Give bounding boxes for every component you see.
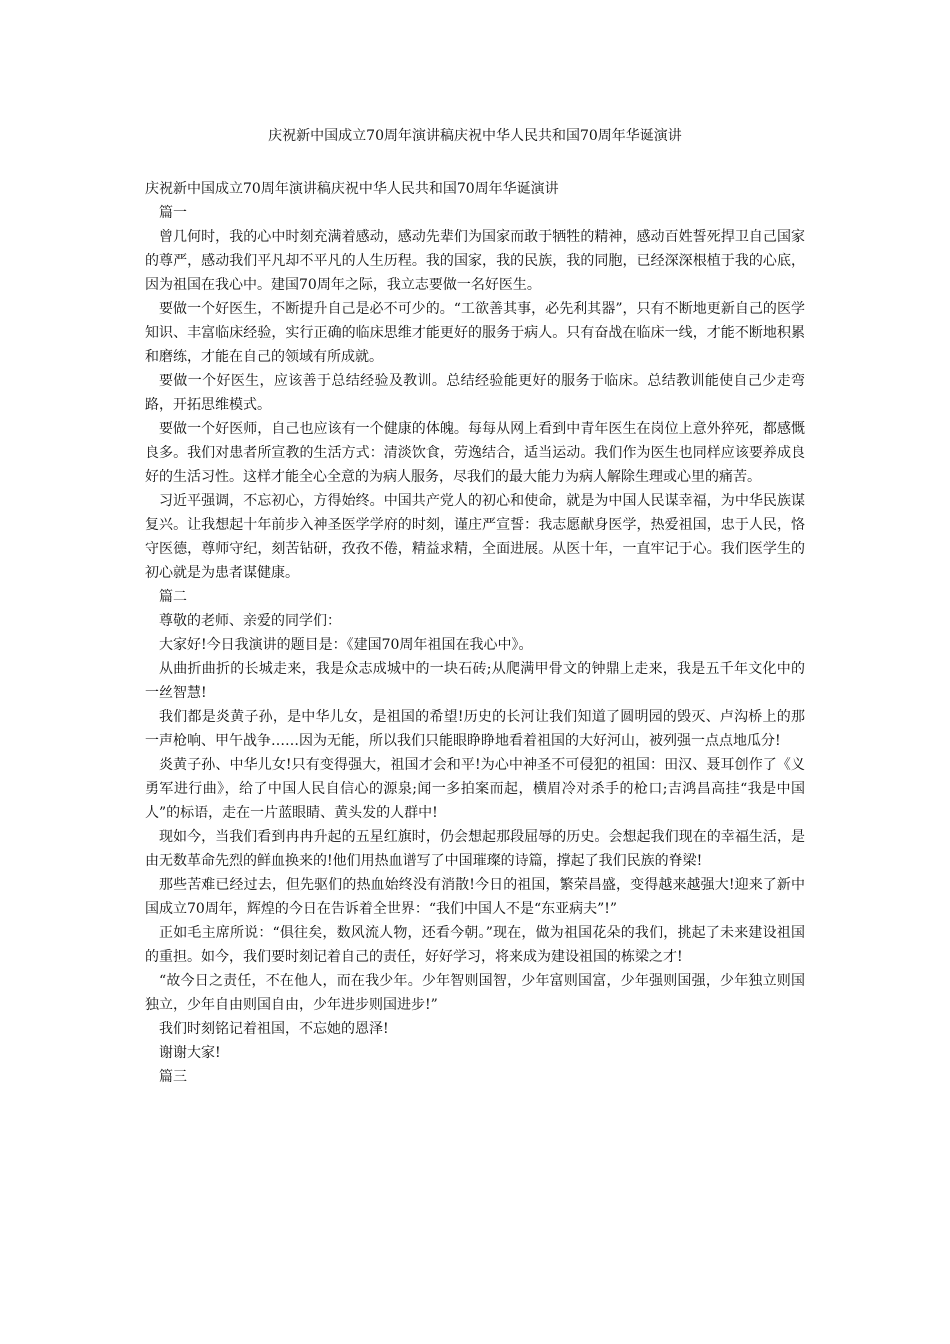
section-heading: 篇二 — [159, 589, 187, 605]
paragraph: 要做一个好医生，不断提升自己是必不可少的。“工欲善其事，必先利其器”，只有不断地更新自己的医学知识、丰富临床经验，实行正确的临床思维才能更好的服务于病人。只有奋战在临床一线，才能不断地积累和磨练，才能在自己的领域有所成就。 — [145, 301, 805, 365]
paragraph: 大家好!今日我演讲的题目是：《建国70周年祖国在我心中》。 — [159, 637, 533, 653]
document-title: 庆祝新中国成立70周年演讲稿庆祝中华人民共和国70周年华诞演讲 — [268, 128, 682, 144]
paragraph: “故今日之责任，不在他人，而在我少年。少年智则国智，少年富则国富，少年强则国强，少年独立则国独立，少年自由则国自由，少年进步则国进步!” — [145, 973, 805, 1013]
paragraph: 习近平强调，不忘初心，方得始终。中国共产党人的初心和使命，就是为中国人民谋幸福，为中华民族谋复兴。让我想起十年前步入神圣医学学府的时刻，谨庄严宣誓：我志愿献身医学，热爱祖国，忠于人民，恪守医德，尊师守纪，刻苦钻研，孜孜不倦，精益求精，全面进展。从医十年，一直牢记于心。我们医学生的初心就是为患者谋健康。 — [145, 493, 805, 581]
paragraph: 正如毛主席所说：“俱往矣，数风流人物，还看今朝。”现在，做为祖国花朵的我们，挑起了未来建设祖国的重担。如今，我们要时刻记着自己的责任，好好学习，将来成为建设祖国的栋梁之才! — [145, 925, 805, 965]
paragraph: 要做一个好医师，自己也应该有一个健康的体魄。每每从网上看到中青年医生在岗位上意外猝死，都感慨良多。我们对患者所宣教的生活方式：清淡饮食，劳逸结合，适当运动。我们作为医生也同样应该要养成良好的生活习性。这样才能全心全意的为病人服务，尽我们的最大能力为病人解除生理或心里的痛苦。 — [145, 421, 805, 485]
paragraph: 我们时刻铭记着祖国，不忘她的恩泽! — [159, 1021, 389, 1037]
paragraph: 要做一个好医生，应该善于总结经验及教训。总结经验能更好的服务于临床。总结教训能使自己少走弯路，开拓思维模式。 — [145, 373, 805, 413]
document-body — [145, 201, 805, 1089]
paragraph: 我们都是炎黄子孙，是中华儿女，是祖国的希望!历史的长河让我们知道了圆明园的毁灭、卢沟桥上的那一声枪响、甲午战争……因为无能，所以我们只能眼睁睁地看着祖国的大好河山，被列强一点点地瓜分! — [145, 709, 805, 749]
paragraph: 炎黄子孙、中华儿女!只有变得强大，祖国才会和平!为心中神圣不可侵犯的祖国：田汉、聂耳创作了《义勇军进行曲》，给了中国人民自信心的源泉;闻一多拍案而起，横眉冷对杀手的枪口;吉鸿昌高挂“我是中国人”的标语，走在一片蓝眼睛、黄头发的人群中! — [145, 757, 805, 821]
paragraph: 现如今，当我们看到冉冉升起的五星红旗时，仍会想起那段屈辱的历史。会想起我们现在的幸福生活，是由无数革命先烈的鲜血换来的!他们用热血谱写了中国璀璨的诗篇，撑起了我们民族的脊梁! — [145, 829, 805, 869]
paragraph: 从曲折曲折的长城走来，我是众志成城中的一块石砖;从爬满甲骨文的钟鼎上走来，我是五千年文化中的一丝智慧! — [145, 661, 805, 701]
paragraph: 谢谢大家! — [159, 1045, 221, 1061]
section-heading: 篇一 — [159, 205, 187, 221]
section-heading: 篇三 — [159, 1069, 187, 1085]
document-subtitle: 庆祝新中国成立70周年演讲稿庆祝中华人民共和国70周年华诞演讲 — [145, 181, 559, 197]
paragraph: 那些苦难已经过去，但先驱们的热血始终没有消散!今日的祖国，繁荣昌盛，变得越来越强大!迎来了新中国成立70周年，辉煌的今日在告诉着全世界：“我们中国人不是“东亚病夫”!” — [145, 877, 805, 917]
paragraph: 曾几何时，我的心中时刻充满着感动，感动先辈们为国家而敢于牺牲的精神，感动百姓誓死捍卫自己国家的尊严，感动我们平凡却不平凡的人生历程。我的国家，我的民族，我的同胞，已经深深根植于我的心底，因为祖国在我心中。建国70周年之际，我立志要做一名好医生。 — [145, 229, 805, 293]
paragraph: 尊敬的老师、亲爱的同学们： — [159, 613, 341, 629]
